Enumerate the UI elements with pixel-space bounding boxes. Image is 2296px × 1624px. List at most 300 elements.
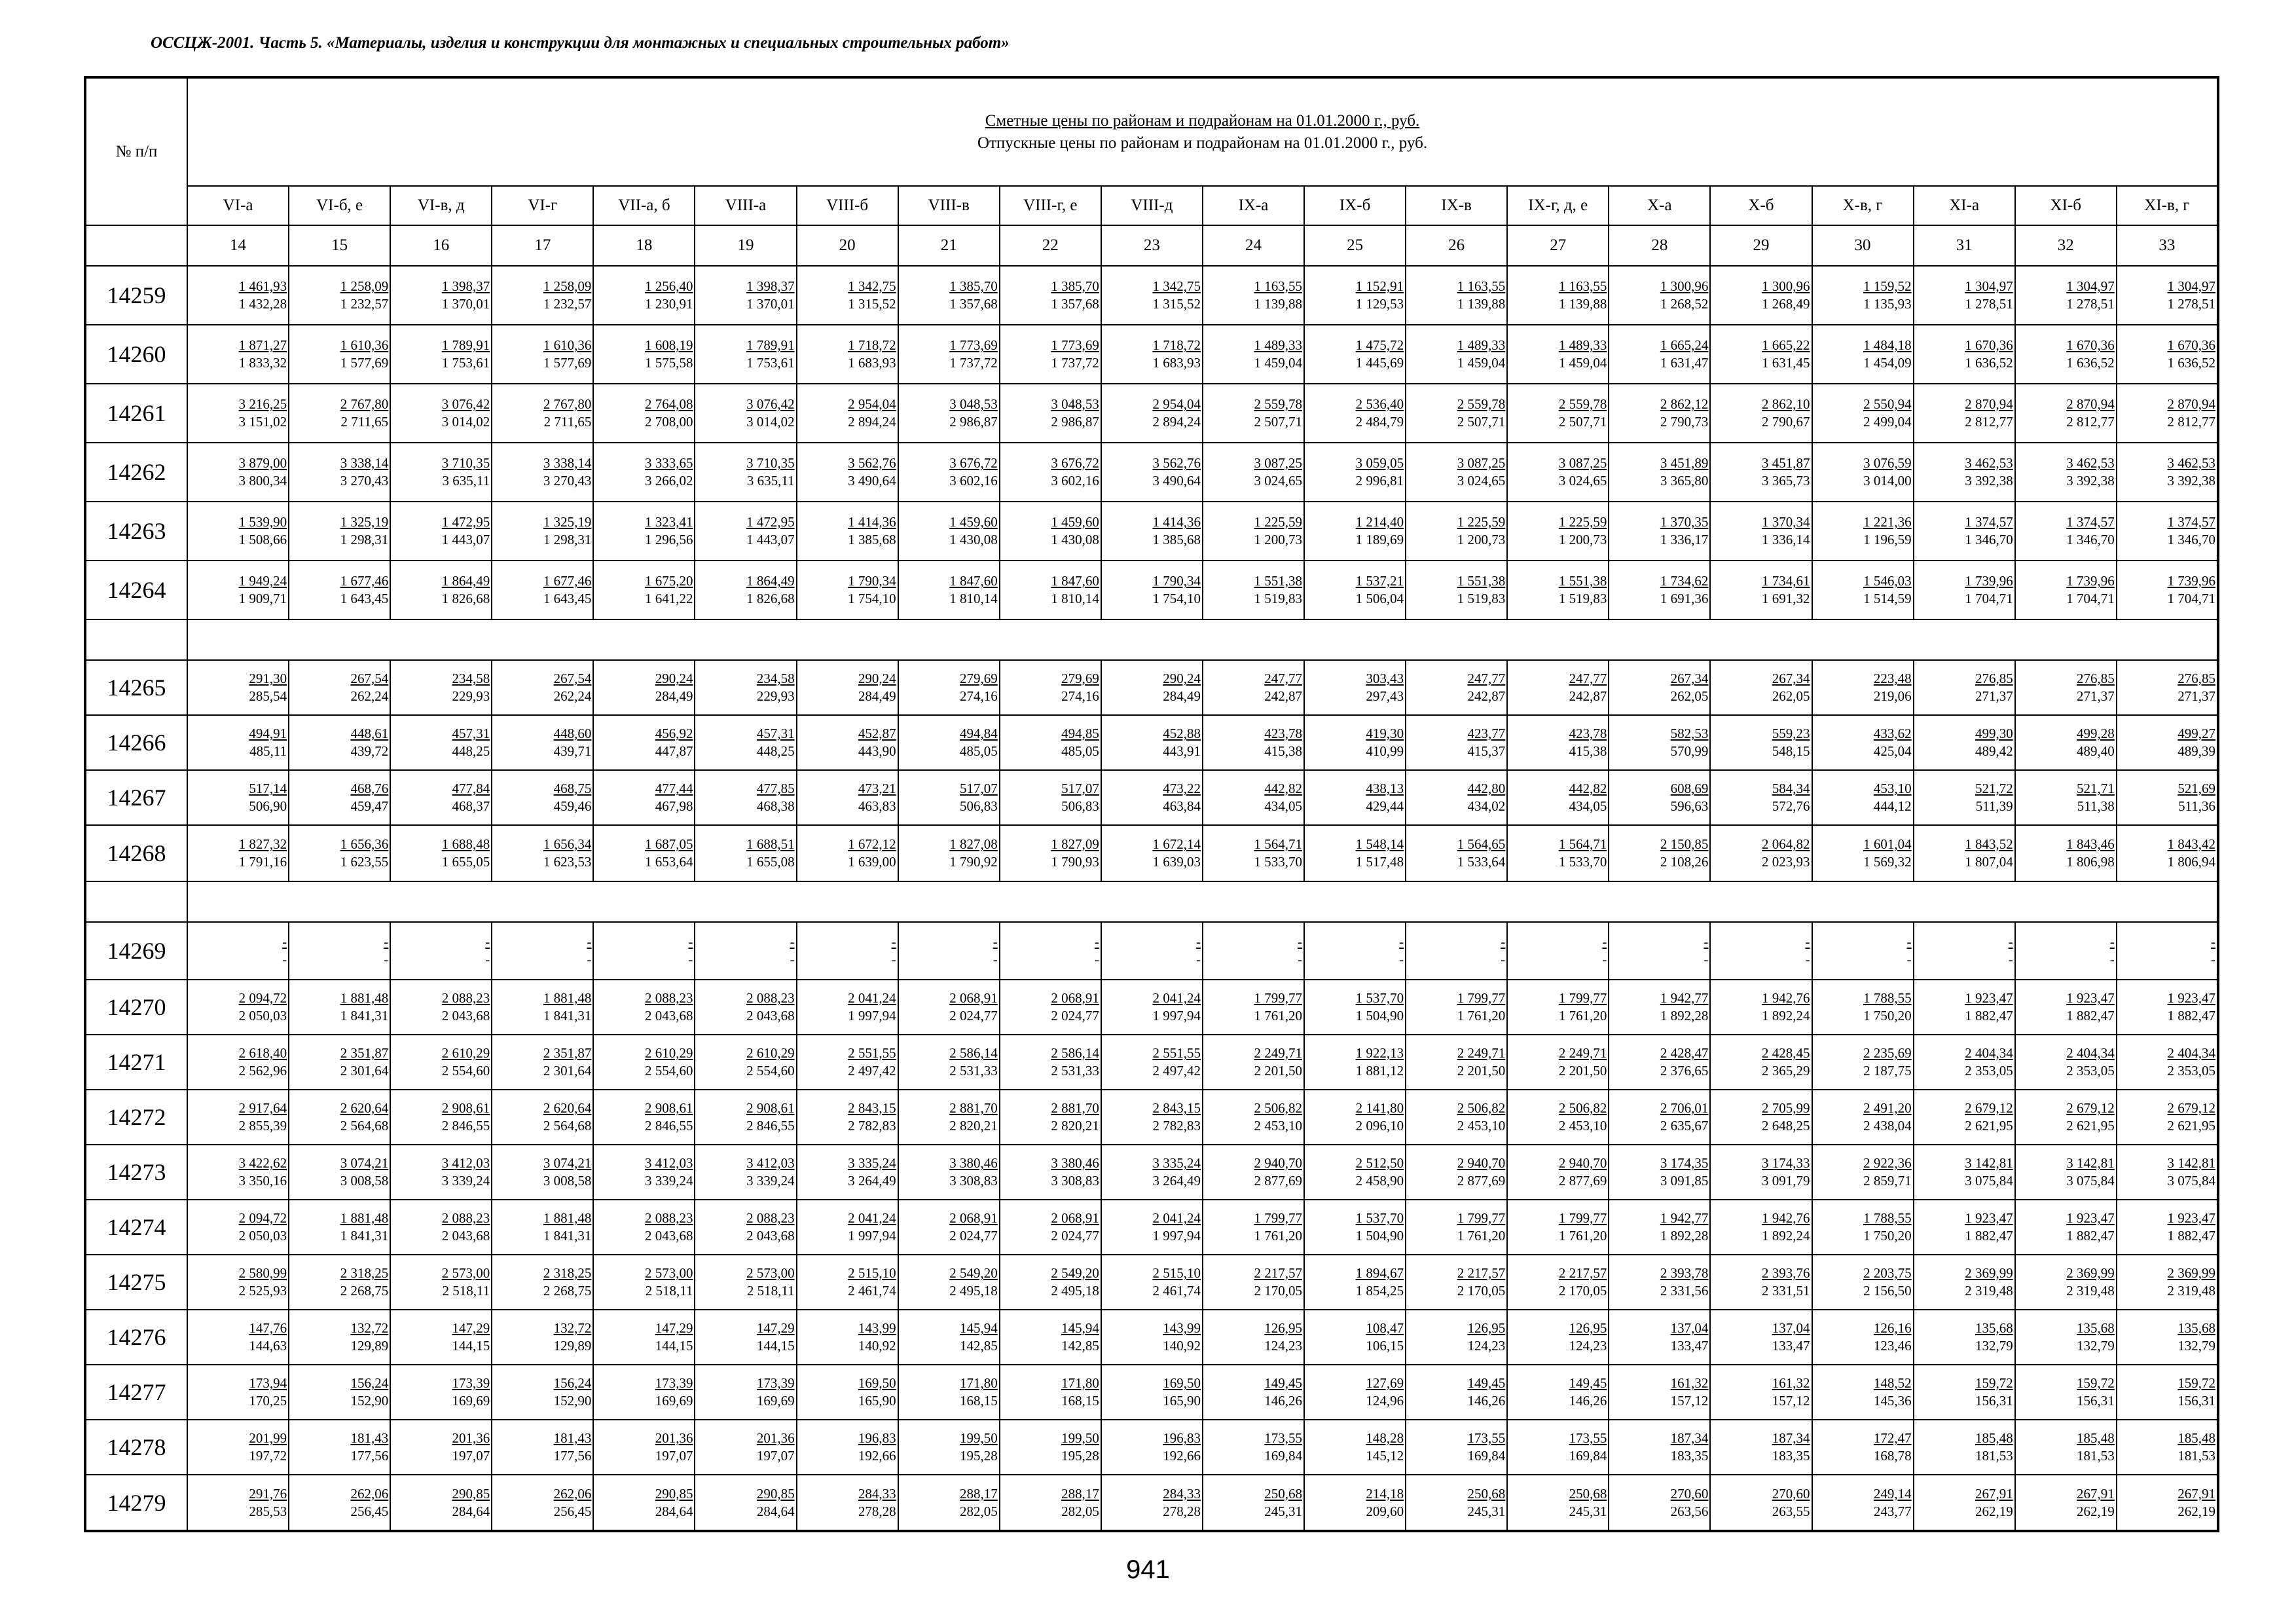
price-cell [1710, 325, 1812, 384]
price-cell [1304, 1475, 1406, 1531]
price-cell [187, 1310, 289, 1365]
estimate-price: 1 949,24 [238, 573, 287, 589]
estimate-price: 279,69 [960, 671, 998, 686]
table-row [85, 1145, 2218, 1200]
estimate-price: 457,31 [452, 726, 490, 741]
estimate-price: 172,47 [1873, 1430, 1912, 1446]
estimate-price: 2 870,94 [2066, 396, 2115, 412]
row-number: 14275 [85, 1255, 187, 1310]
price-cell [898, 715, 1000, 770]
price-cell [2015, 561, 2117, 619]
price-cell [289, 1310, 390, 1365]
price-cell [1812, 1255, 1914, 1310]
release-price: 425,04 [1873, 743, 1912, 759]
price-cell [1000, 1420, 1101, 1475]
estimate-price: 1 475,72 [1355, 337, 1404, 353]
estimate-price: 1 551,38 [1457, 573, 1506, 589]
estimate-price: 3 462,53 [2167, 455, 2216, 471]
release-price: 1 278,51 [1965, 296, 2013, 312]
release-price: 1 315,52 [1152, 296, 1201, 312]
price-cell [492, 266, 593, 325]
release-price: 1 639,00 [848, 854, 896, 870]
price-cell [1710, 384, 1812, 443]
release-price: 2 050,03 [238, 1228, 287, 1244]
price-cell [1710, 561, 1812, 619]
release-price: - [688, 951, 693, 967]
estimate-price: 3 462,53 [2066, 455, 2115, 471]
release-price: 2 353,05 [2066, 1063, 2115, 1079]
release-price: 192,66 [1163, 1448, 1201, 1464]
estimate-price: 267,91 [2077, 1485, 2115, 1502]
price-cell [797, 770, 898, 825]
release-price: 1 519,83 [1457, 591, 1506, 606]
region-header: XI-б [2015, 186, 2117, 225]
release-price: 1 753,61 [746, 355, 795, 371]
price-cell [593, 502, 695, 561]
release-price: 1 854,25 [1355, 1283, 1404, 1299]
price-cell [1812, 715, 1914, 770]
price-cell [1304, 922, 1406, 980]
price-cell [1710, 266, 1812, 325]
release-price: 2 820,21 [1051, 1118, 1099, 1134]
price-cell [1609, 1365, 1710, 1420]
price-cell [1609, 1200, 1710, 1255]
release-price: 2 554,60 [441, 1063, 490, 1079]
release-price: 146,26 [1467, 1393, 1506, 1409]
price-cell [187, 1090, 289, 1145]
release-price: - [790, 951, 795, 967]
price-cell [1812, 443, 1914, 502]
release-price: 168,15 [960, 1393, 998, 1409]
row-number: 14267 [85, 770, 187, 825]
price-cell [492, 561, 593, 619]
price-cell [1203, 325, 1304, 384]
estimate-price: 2 917,64 [238, 1100, 287, 1116]
price-cell [898, 1310, 1000, 1365]
price-cell [1000, 1255, 1101, 1310]
release-price: 1 750,20 [1863, 1228, 1912, 1244]
price-cell [1203, 825, 1304, 881]
price-cell [1812, 266, 1914, 325]
estimate-price: 1 163,55 [1457, 278, 1506, 294]
estimate-price: 1 881,48 [340, 1210, 389, 1226]
estimate-price: - [1805, 934, 1810, 950]
price-cell [1812, 922, 1914, 980]
price-cell [1507, 825, 1609, 881]
estimate-price: 149,45 [1569, 1375, 1607, 1391]
price-cell [1710, 1145, 1812, 1200]
price-cell [2117, 770, 2218, 825]
release-price: 2 301,64 [340, 1063, 389, 1079]
estimate-price: 2 094,72 [238, 1210, 287, 1226]
release-price: 3 602,16 [1051, 473, 1099, 489]
estimate-price: 279,69 [1061, 671, 1099, 686]
price-cell [2015, 1420, 2117, 1475]
release-price: 1 841,31 [340, 1008, 389, 1024]
estimate-price: 473,22 [1163, 781, 1201, 796]
price-cell [2117, 980, 2218, 1035]
price-cell [1609, 384, 1710, 443]
release-price: 2 301,64 [543, 1063, 592, 1079]
estimate-price: - [1704, 934, 1709, 950]
release-price: 169,69 [756, 1393, 795, 1409]
price-cell [1406, 660, 1507, 715]
price-cell [1000, 561, 1101, 619]
price-cell [797, 922, 898, 980]
estimate-price: 196,83 [858, 1430, 896, 1446]
release-price: 2 201,50 [1457, 1063, 1506, 1079]
estimate-price: 3 333,65 [644, 455, 693, 471]
table-row [85, 1090, 2218, 1145]
estimate-price: 161,32 [1772, 1375, 1810, 1391]
release-price: 242,87 [1569, 688, 1607, 704]
price-cell [289, 1145, 390, 1200]
estimate-price: 171,80 [1061, 1375, 1099, 1391]
row-number: 14277 [85, 1365, 187, 1420]
estimate-price: 477,84 [452, 781, 490, 796]
estimate-price: 2 549,20 [949, 1265, 998, 1281]
price-cell [1609, 502, 1710, 561]
estimate-price: 3 142,81 [2167, 1155, 2216, 1171]
price-cell [289, 660, 390, 715]
estimate-price: 2 549,20 [1051, 1265, 1099, 1281]
estimate-price: 2 679,12 [1965, 1100, 2013, 1116]
release-price: 511,38 [2077, 798, 2115, 814]
estimate-price: 156,24 [553, 1375, 592, 1391]
release-price: 169,84 [1264, 1448, 1303, 1464]
release-price: 282,05 [960, 1503, 998, 1519]
estimate-price: 517,07 [1061, 781, 1099, 796]
price-cell [695, 715, 796, 770]
release-price: 1 135,93 [1863, 296, 1912, 312]
estimate-price: 3 462,53 [1965, 455, 2013, 471]
row-number: 14276 [85, 1310, 187, 1365]
price-cell [1000, 715, 1101, 770]
price-cell [1507, 1200, 1609, 1255]
price-cell [1304, 325, 1406, 384]
price-cell [898, 825, 1000, 881]
release-price: 1 806,98 [2066, 854, 2115, 870]
estimate-price: 3 451,87 [1762, 455, 1810, 471]
release-price: - [2008, 951, 2013, 967]
price-cell [1203, 660, 1304, 715]
price-cell [1507, 1475, 1609, 1531]
price-cell [1101, 443, 1203, 502]
estimate-price: 1 489,33 [1254, 337, 1303, 353]
release-price: 459,46 [553, 798, 592, 814]
price-cell [1000, 825, 1101, 881]
price-cell [2015, 1475, 2117, 1531]
estimate-price: 169,50 [858, 1375, 896, 1391]
price-cell [1914, 825, 2015, 881]
estimate-price: 1 672,12 [848, 836, 896, 852]
price-cell [1914, 922, 2015, 980]
estimate-price: 2 369,99 [2066, 1265, 2115, 1281]
price-cell [1914, 1310, 2015, 1365]
price-cell [593, 922, 695, 980]
release-price: 1 459,04 [1457, 355, 1506, 371]
release-price: 1 533,70 [1558, 854, 1607, 870]
estimate-price: 1 225,59 [1457, 514, 1506, 530]
release-price: 1 761,20 [1558, 1008, 1607, 1024]
release-price: 165,90 [1163, 1393, 1201, 1409]
region-header: X-б [1710, 186, 1812, 225]
estimate-price: 2 203,75 [1863, 1265, 1912, 1281]
release-price: 1 826,68 [441, 591, 490, 606]
estimate-price: 1 459,60 [1051, 514, 1099, 530]
release-price: 2 043,68 [746, 1008, 795, 1024]
price-cell [1812, 1420, 1914, 1475]
estimate-price: 456,92 [655, 726, 693, 741]
price-cell [1406, 715, 1507, 770]
estimate-price: 1 374,57 [2066, 514, 2115, 530]
estimate-price: 2 041,24 [848, 990, 896, 1006]
price-cell [898, 922, 1000, 980]
release-price: 2 319,48 [1965, 1283, 2013, 1299]
price-cell [1406, 502, 1507, 561]
estimate-price: 2 610,29 [746, 1045, 795, 1061]
price-cell [695, 1310, 796, 1365]
region-header: XI-а [1914, 186, 2015, 225]
release-price: 2 621,95 [2066, 1118, 2115, 1134]
release-price: 1 623,55 [340, 854, 389, 870]
estimate-price: 442,82 [1569, 781, 1607, 796]
release-price: 181,53 [2178, 1448, 2216, 1464]
estimate-price: 517,14 [249, 781, 287, 796]
price-cell [1914, 770, 2015, 825]
price-cell [1710, 660, 1812, 715]
price-cell [1914, 502, 2015, 561]
release-price: 2 782,83 [1152, 1118, 1201, 1134]
estimate-price: 2 512,50 [1355, 1155, 1404, 1171]
release-price: 3 264,49 [1152, 1173, 1201, 1189]
estimate-price: 1 304,97 [2066, 278, 2115, 294]
estimate-price: 2 351,87 [543, 1045, 592, 1061]
price-cell [2117, 502, 2218, 561]
estimate-price: 2 393,78 [1660, 1265, 1709, 1281]
release-price: 284,64 [655, 1503, 693, 1519]
estimate-price: 2 068,91 [1051, 990, 1099, 1006]
row-number: 14259 [85, 266, 187, 325]
release-price: 146,26 [1569, 1393, 1607, 1409]
estimate-price: 468,75 [553, 781, 592, 796]
release-price: 2 043,68 [746, 1228, 795, 1244]
release-price: 3 091,85 [1660, 1173, 1709, 1189]
release-price: 263,56 [1670, 1503, 1709, 1519]
price-cell [390, 384, 492, 443]
release-price: 443,90 [858, 743, 896, 759]
release-price: 3 008,58 [543, 1173, 592, 1189]
price-cell [1609, 561, 1710, 619]
release-price: 2 156,50 [1863, 1283, 1912, 1299]
release-price: 1 655,05 [441, 854, 490, 870]
price-cell [1304, 825, 1406, 881]
price-cell [1507, 561, 1609, 619]
price-cell [1710, 1310, 1812, 1365]
release-price: 1 997,94 [1152, 1008, 1201, 1024]
release-price: 144,15 [756, 1338, 795, 1354]
column-number: 25 [1304, 225, 1406, 266]
estimate-price: 181,43 [553, 1430, 592, 1446]
price-cell [695, 1420, 796, 1475]
release-price: 506,83 [960, 798, 998, 814]
estimate-price: 173,39 [452, 1375, 490, 1391]
release-price: 2 846,55 [644, 1118, 693, 1134]
estimate-price: 1 459,60 [949, 514, 998, 530]
price-cell [1203, 770, 1304, 825]
estimate-price: 288,17 [1061, 1485, 1099, 1502]
price-cell [898, 1035, 1000, 1090]
estimate-price: 1 461,93 [238, 278, 287, 294]
region-header: VIII-в [898, 186, 1000, 225]
estimate-price: 173,55 [1264, 1430, 1303, 1446]
row-number: 14269 [85, 922, 187, 980]
estimate-price: 1 159,52 [1863, 278, 1912, 294]
estimate-price: 137,04 [1670, 1320, 1709, 1336]
release-price: 1 643,45 [543, 591, 592, 606]
price-cell [1812, 1310, 1914, 1365]
estimate-price: 199,50 [960, 1430, 998, 1446]
release-price: 2 894,24 [1152, 414, 1201, 430]
release-price: 1 810,14 [1051, 591, 1099, 606]
estimate-price: 423,77 [1467, 726, 1506, 741]
release-price: 1 704,71 [2167, 591, 2216, 606]
estimate-price: 1 827,32 [238, 836, 287, 852]
row-number: 14268 [85, 825, 187, 881]
release-price: 2 499,04 [1863, 414, 1912, 430]
estimate-price: 2 068,91 [949, 1210, 998, 1226]
price-cell [593, 1035, 695, 1090]
estimate-price: 1 472,95 [746, 514, 795, 530]
price-cell [187, 1200, 289, 1255]
estimate-price: 1 370,35 [1660, 514, 1709, 530]
price-cell [492, 443, 593, 502]
release-price: 2 023,93 [1762, 854, 1810, 870]
estimate-price: 2 428,47 [1660, 1045, 1709, 1061]
estimate-price: 559,23 [1772, 726, 1810, 741]
estimate-price: 187,34 [1772, 1430, 1810, 1446]
estimate-price: 1 489,33 [1558, 337, 1607, 353]
price-cell [1609, 922, 1710, 980]
release-price: 2 877,69 [1254, 1173, 1303, 1189]
release-price: 156,31 [2077, 1393, 2115, 1409]
release-price: 2 453,10 [1457, 1118, 1506, 1134]
price-cell [187, 770, 289, 825]
release-price: - [485, 951, 490, 967]
release-price: 156,31 [2178, 1393, 2216, 1409]
price-cell [898, 980, 1000, 1035]
release-price: 197,07 [756, 1448, 795, 1464]
price-cell [1101, 1475, 1203, 1531]
release-price: 242,87 [1264, 688, 1303, 704]
release-price: 168,15 [1061, 1393, 1099, 1409]
price-cell [1812, 325, 1914, 384]
release-price: 1 200,73 [1558, 532, 1607, 547]
price-cell [492, 825, 593, 881]
price-cell [1609, 1145, 1710, 1200]
estimate-price: 1 942,76 [1762, 990, 1810, 1006]
price-cell [695, 980, 796, 1035]
release-price: 1 623,53 [543, 854, 592, 870]
estimate-price: 608,69 [1670, 781, 1709, 796]
table-row [85, 1420, 2218, 1475]
row-number: 14278 [85, 1420, 187, 1475]
release-price: 181,53 [2077, 1448, 2115, 1464]
release-price: 2 877,69 [1558, 1173, 1607, 1189]
estimate-price: 1 670,36 [2167, 337, 2216, 353]
release-price: 2 201,50 [1254, 1063, 1303, 1079]
price-cell [797, 325, 898, 384]
price-cell [2015, 384, 2117, 443]
price-cell [1812, 770, 1914, 825]
price-cell [1203, 443, 1304, 502]
price-cell [797, 1310, 898, 1365]
price-cell [898, 1420, 1000, 1475]
release-price: - [1501, 951, 1506, 967]
price-cell [390, 922, 492, 980]
estimate-price: 2 940,70 [1254, 1155, 1303, 1171]
release-price: 1 385,68 [848, 532, 896, 547]
release-price: 132,79 [2077, 1338, 2115, 1354]
release-price: 245,31 [1264, 1503, 1303, 1519]
estimate-price: 2 767,80 [340, 396, 389, 412]
estimate-price: 1 385,70 [949, 278, 998, 294]
estimate-price: - [282, 934, 287, 950]
release-price: 3 024,65 [1457, 473, 1506, 489]
price-cell [2015, 1090, 2117, 1145]
price-cell [695, 561, 796, 619]
release-price: 263,55 [1772, 1503, 1810, 1519]
release-price: 1 357,68 [949, 296, 998, 312]
release-price: 3 308,83 [949, 1173, 998, 1189]
release-price: 2 024,77 [949, 1228, 998, 1244]
price-cell [1406, 443, 1507, 502]
price-cell [1914, 325, 2015, 384]
release-price: 434,02 [1467, 798, 1506, 814]
column-number: 31 [1914, 225, 2015, 266]
release-price: 256,45 [553, 1503, 592, 1519]
price-cell [492, 502, 593, 561]
estimate-price: 1 300,96 [1660, 278, 1709, 294]
estimate-price: 584,34 [1772, 781, 1810, 796]
release-price: 1 430,08 [949, 532, 998, 547]
price-cell [1406, 266, 1507, 325]
row-number: 14272 [85, 1090, 187, 1145]
release-price: 1 639,03 [1152, 854, 1201, 870]
column-number: 22 [1000, 225, 1101, 266]
release-price: 1 336,14 [1762, 532, 1810, 547]
region-header: VI-г [492, 186, 593, 225]
price-cell [1000, 922, 1101, 980]
estimate-price: 3 338,14 [543, 455, 592, 471]
estimate-price: 108,47 [1366, 1320, 1404, 1336]
estimate-price: 2 491,20 [1863, 1100, 1912, 1116]
estimate-price: 276,85 [1975, 671, 2013, 686]
estimate-price: 173,94 [249, 1375, 287, 1391]
estimate-price: 2 393,76 [1762, 1265, 1810, 1281]
estimate-price: 1 827,09 [1051, 836, 1099, 852]
release-price: 177,56 [553, 1448, 592, 1464]
price-cell [593, 266, 695, 325]
estimate-price: 457,31 [756, 726, 795, 741]
price-cell [390, 1200, 492, 1255]
release-price: 1 577,69 [543, 355, 592, 371]
estimate-price: 2 620,64 [543, 1100, 592, 1116]
price-cell [1101, 266, 1203, 325]
release-price: 3 350,16 [238, 1173, 287, 1189]
release-price: 1 519,83 [1558, 591, 1607, 606]
estimate-price: 247,77 [1569, 671, 1607, 686]
